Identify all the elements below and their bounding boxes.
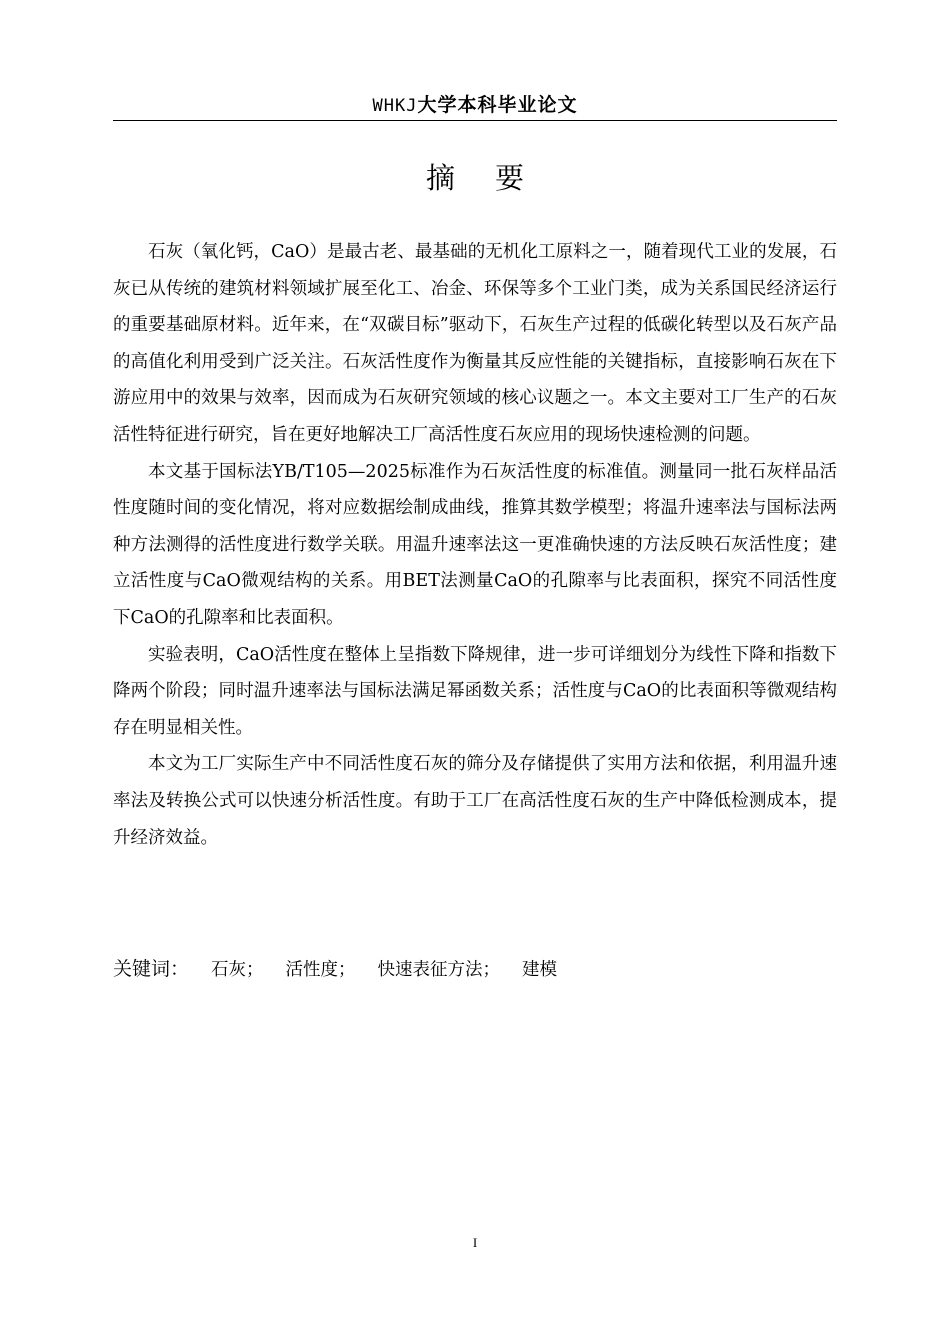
abstract-paragraph-4: 本文为工厂实际生产中不同活性度石灰的筛分及存储提供了实用方法和依据，利用温升速率法及转换公式可以快速分析活性度。有助于工厂在高活性度石灰的生产中降低检测成本，提升经济效益。 <box>113 754 837 848</box>
keyword-item: 快速表征方法； <box>377 960 501 980</box>
abstract-paragraph-2: 本文基于国标法YB/T105—2025标准作为石灰活性度的标准值。测量同一批石灰样品活性度随时间的变化情况，将对应数据绘制成曲线，推算其数学模型；将温升速率法与国标法两种方法测得的活性度进行数学关联。用温升速率法这一更准确快速的方法反映石灰活性度；建立活性度与CaO微观结构的关系。用BET法测量CaO的孔隙率与比表面积，探究不同活性度下CaO的孔隙率和比表面积。 <box>113 461 837 628</box>
abstract-paragraph-1: 石灰（氧化钙，CaO）是最古老、最基础的无机化工原料之一，随着现代工业的发展，石灰已从传统的建筑材料领域扩展至化工、冶金、环保等多个工业门类，成为关系国民经济运行的重要基础原材料。近年来，在“双碳目标”驱动下，石灰生产过程的低碳化转型以及石灰产品的高值化利用受到广泛关注。石灰活性度作为衡量其反应性能的关键指标，直接影响石灰在下游应用中的效果与效率，因而成为石灰研究领域的核心议题之一。本文主要对工厂生产的石灰活性特征进行研究，旨在更好地解决工厂高活性度石灰应用的现场快速检测的问题。 <box>113 242 837 445</box>
header-title: 大学本科毕业论文 <box>417 94 578 116</box>
abstract-paragraph-3: 实验表明，CaO活性度在整体上呈指数下降规律，进一步可详细划分为线性下降和指数下降两个阶段；同时温升速率法与国标法满足幂函数关系；活性度与CaO的比表面积等微观结构存在明显相关性。 <box>113 644 837 738</box>
page-number: I <box>472 1235 478 1250</box>
abstract-title: 摘要 <box>425 161 564 195</box>
keywords-label: 关键词： <box>113 958 190 980</box>
keywords-line <box>113 954 837 985</box>
header-school-code: WHKJ <box>372 96 418 116</box>
abstract-body <box>113 234 837 856</box>
header-rule <box>113 120 837 121</box>
keyword-item: 建模 <box>522 960 558 980</box>
running-header <box>113 92 837 119</box>
keyword-item: 石灰； <box>211 960 264 980</box>
keyword-item: 活性度； <box>285 960 356 980</box>
